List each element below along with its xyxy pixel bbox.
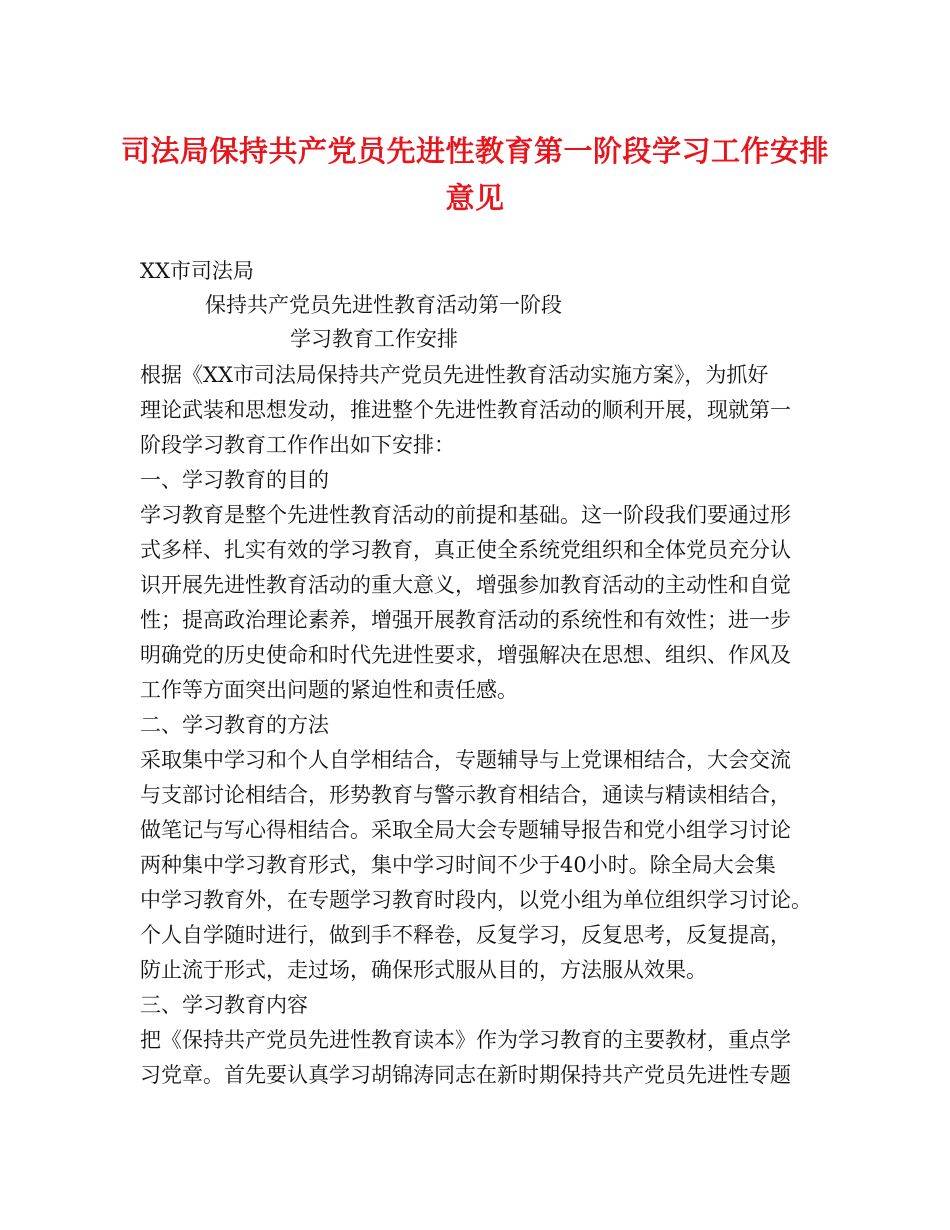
body-line: 式多样、扎实有效的学习教育，真正使全系统党组织和全体党员充分认 — [140, 538, 791, 562]
body-line: 识开展先进性教育活动的重大意义，增强参加教育活动的主动性和自觉 — [140, 573, 791, 597]
body-line: 把《保持共产党员先进性教育读本》作为学习教育的主要教材，重点学 — [140, 1028, 791, 1052]
title-line-1: 司法局保持共产党员先进性教育第一阶段学习工作安排 — [120, 134, 829, 168]
issuer: XX市司法局 — [140, 259, 254, 283]
subtitle-line-1: 保持共产党员先进性教育活动第一阶段 — [205, 293, 562, 317]
body-line: 性；提高政治理论素养，增强开展教育活动的系统性和有效性；进一步 — [140, 608, 791, 632]
body-line: 个人自学随时进行，做到手不释卷，反复学习，反复思考，反复提高， — [140, 923, 791, 947]
body-line: 习党章。首先要认真学习胡锦涛同志在新时期保持共产党员先进性专题 — [140, 1063, 791, 1087]
body-line: 做笔记与写心得相结合。采取全局大会专题辅导报告和党小组学习讨论 — [140, 818, 791, 842]
body-line: 明确党的历史使命和时代先进性要求，增强解决在思想、组织、作风及 — [140, 643, 791, 667]
body-line: 学习教育是整个先进性教育活动的前提和基础。这一阶段我们要通过形 — [140, 503, 791, 527]
body-line: 与支部讨论相结合，形势教育与警示教育相结合，通读与精读相结合， — [140, 783, 791, 807]
body-line: 根据《XX市司法局保持共产党员先进性教育活动实施方案》，为抓好 — [140, 363, 769, 387]
body-line: 采取集中学习和个人自学相结合，专题辅导与上党课相结合，大会交流 — [140, 748, 791, 772]
section-heading-1: 一、学习教育的目的 — [140, 468, 329, 492]
section-heading-3: 三、学习教育内容 — [140, 993, 308, 1017]
body-line: 防止流于形式，走过场，确保形式服从目的，方法服从效果。 — [140, 958, 707, 982]
title-line-2: 意见 — [445, 181, 505, 215]
body-line: 理论武装和思想发动，推进整个先进性教育活动的顺利开展，现就第一 — [140, 398, 791, 422]
body-line: 中学习教育外，在专题学习教育时段内，以党小组为单位组织学习讨论。 — [140, 888, 812, 912]
body-line: 两种集中学习教育形式，集中学习时间不少于40小时。除全局大会集 — [140, 853, 776, 877]
body-line: 工作等方面突出问题的紧迫性和责任感。 — [140, 678, 518, 702]
subtitle-line-2: 学习教育工作安排 — [290, 327, 458, 351]
section-heading-2: 二、学习教育的方法 — [140, 713, 329, 737]
body-line: 阶段学习教育工作作出如下安排： — [140, 433, 455, 457]
document-title — [120, 128, 830, 222]
